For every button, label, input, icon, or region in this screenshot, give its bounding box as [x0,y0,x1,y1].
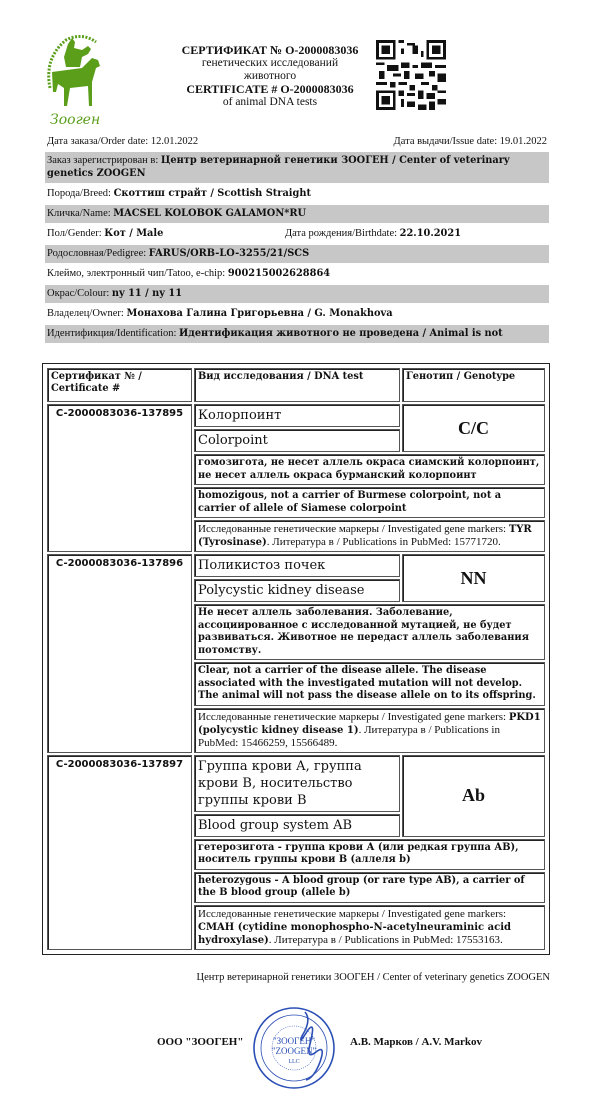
owner-value: Монахова Галина Григорьевна / G. Monakhova [126,308,393,319]
birthdate-value: 22.10.2021 [399,228,462,239]
test-name-ru: Группа крови A, группа крови B, носительство группы крови B [194,755,400,812]
breed-row: Порода/Breed: Скоттиш страйт / Scottish Straight [47,188,312,199]
svg-text:"ZOOGEN": "ZOOGEN" [271,1046,317,1056]
order-date: Дата заказа/Order date: 12.01.2022 [47,136,199,147]
name-value: MACSEL KOLOBOK GALAMON*RU [113,208,307,219]
result-desc-en: heterozygous - A blood group (or rare type AB), a carrier of the B blood group (allele b) [194,872,545,903]
result-desc-en: homozigous, not a carrier of Burmese colorpoint, not a carrier of allele of Siamese colorpoint [194,487,545,518]
table-row [47,404,545,427]
qr-code-icon[interactable] [376,40,446,110]
animal-info [45,152,549,345]
breed-value: Скоттиш страйт / Scottish Straight [113,188,312,199]
genotype-value: Ab [402,755,545,837]
identification-value: Идентификация животного не проведена / Animal is not [179,328,503,339]
pedigree-value: FARUS/ORB-LO-3255/21/SCS [148,248,310,259]
registered-at-value: Центр ветеринарной генетики ЗООГЕН / Center of veterinary genetics ZOOGEN [47,155,510,179]
gene-markers: Исследованные генетические маркеры / Investigated gene markers: PKD1 (polycystic kidney disease 1). Литература в / Publications in PubMed: 15466259, 15566489. [194,708,545,753]
certificate-subtitle-ru-1: генетических исследований [201,57,339,69]
name-row: Кличка/Name: MACSEL KOLOBOK GALAMON*RU [45,205,549,223]
colour-row: Окрас/Colour: ny 11 / ny 11 [45,285,549,303]
colour-value: ny 11 / ny 11 [111,288,183,299]
gene-markers: Исследованные генетические маркеры / Investigated gene markers: TYR (Tyrosinase). Литература в / Publications in PubMed: 15771720. [194,520,545,552]
registered-at-row: Заказ зарегистрирован в: Центр ветеринарной генетики ЗООГЕН / Center of veterinary genetics ZOOGEN [45,152,549,183]
cert-id: C-2000083036-137897 [47,755,192,950]
genotype-value: NN [402,554,545,602]
certificate-subtitle-en: of animal DNA tests [222,96,318,108]
table-row [47,755,545,812]
header-cert: Сертификат № / Certificate # [47,368,192,402]
result-desc-ru: гомозигота, не несет аллель окраса сиамский колорпоинт, не несет аллель окраса бурманский колорпоинт [194,454,545,485]
identification-row: Идентификция/Identification: Идентификация животного не проведена / Animal is not [45,325,549,343]
dates-row [47,136,547,147]
owner-row: Владелец/Owner: Монахова Галина Григорьевна / G. Monakhova [47,308,393,319]
genotype-value: C/C [402,404,545,452]
certificate-subtitle-ru-2: животного [243,70,297,82]
table-row [47,554,545,577]
header-test: Вид исследования / DNA test [194,368,400,402]
gender-value: Кот / Male [104,228,164,239]
gene-markers: Исследованные генетические маркеры / Investigated gene markers: CMAH (cytidine monophospho-N-acetylneuraminic acid hydroxylase). Литература в / Publications in PubMed: 17553163. [194,905,545,950]
certificate-title-block [170,44,370,109]
header-genotype: Генотип / Genotype [402,368,545,402]
test-name-en: Colorpoint [194,429,400,452]
certificate-header [0,0,600,135]
chip-row: Клеймо, электронный чип/Tatoo, e-chip: 900215002628864 [47,268,331,279]
gender-birthdate-row: Пол/Gender: Кот / Male Дата рождения/Birthdate: 22.10.2021 [47,228,462,239]
cert-id: C-2000083036-137896 [47,554,192,753]
dna-results-table [42,363,550,955]
pedigree-row: Родословная/Pedigree: FARUS/ORB-LO-3255/21/SCS [45,245,549,263]
test-name-ru: Колорпоинт [194,404,400,427]
certificate-title-en: CERTIFICATE # O-2000083036 [186,82,354,96]
table-header-row [47,368,545,402]
organization-name: ООО "ЗООГЕН" [157,1036,244,1048]
test-name-en: Blood group system AB [194,814,400,837]
signature-block [0,1000,600,1100]
center-name: Центр ветеринарной генетики ЗООГЕН / Center of veterinary genetics ZOOGEN [196,972,550,983]
certificate-title-ru: СЕРТИФИКАТ № O-2000083036 [181,43,359,57]
zoogen-logo-icon [38,28,110,128]
result-desc-en: Clear, not a carrier of the disease allele. The disease associated with the investigated mutation will not develop. The animal will not pass the disease allele on to its offspring. [194,662,545,706]
result-desc-ru: Не несет аллель заболевания. Заболевание, ассоциированное с исследованной мутацией, не будет развиваться. Животное не передаст аллель заболевания потомству. [194,604,545,660]
svg-text:"ЗООГЕН": "ЗООГЕН" [272,1036,316,1046]
company-seal-icon [250,1000,340,1092]
signer-name: А.В. Марков / A.V. Markov [350,1036,483,1048]
cert-id: C-2000083036-137895 [47,404,192,552]
test-name-en: Polycystic kidney disease [194,579,400,602]
result-desc-ru: гетерозигота - группа крови А (или редкая группа АВ), носитель группы крови В (аллеля b) [194,839,545,870]
test-name-ru: Поликистоз почек [194,554,400,577]
issue-date: Дата выдачи/Issue date: 19.01.2022 [393,136,547,147]
chip-value: 900215002628864 [227,268,331,279]
svg-text:LLC: LLC [288,1059,300,1065]
svg-text:Зооген: Зооген [50,112,101,128]
